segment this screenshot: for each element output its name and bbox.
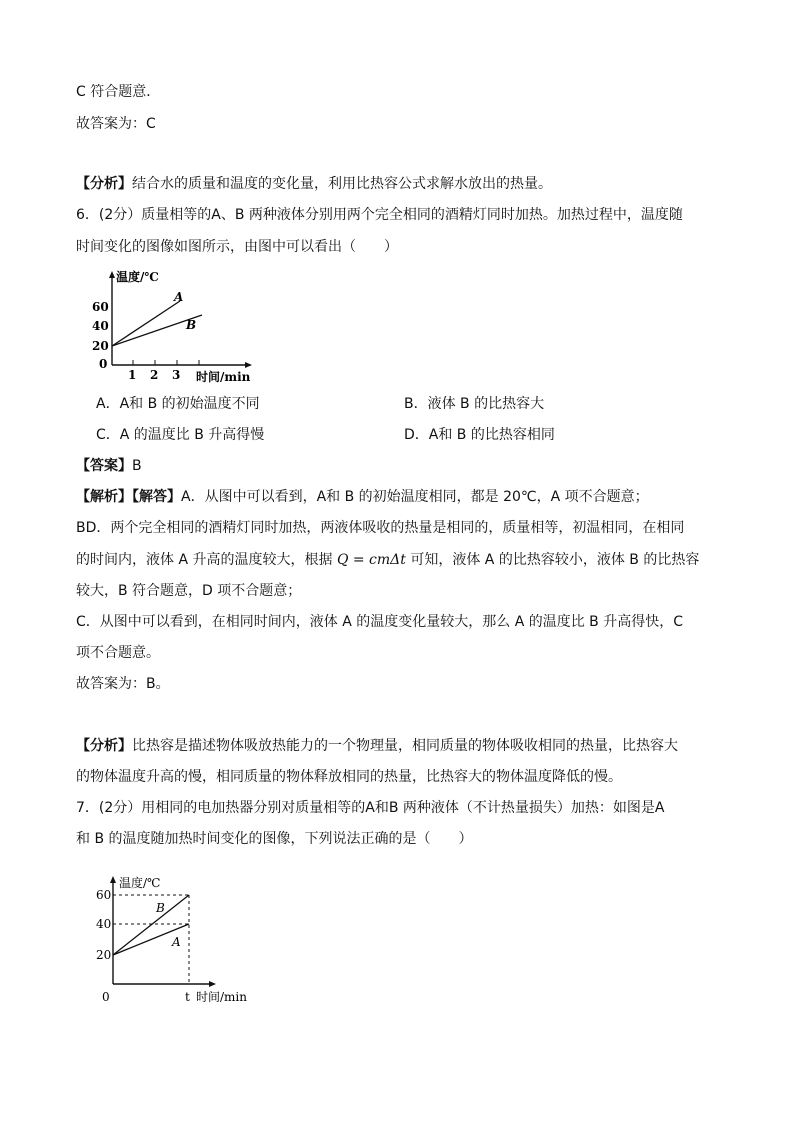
question-7-stem: 和 B 的温度随加热时间变化的图像，下列说法正确的是（ ） bbox=[76, 831, 473, 847]
conclusion-line: 故答案为：B。 bbox=[76, 676, 170, 692]
y-tick-label: 60 bbox=[92, 300, 109, 314]
analysis-tag: 【分析】 bbox=[76, 738, 132, 754]
explanation-line: BD．两个完全相同的酒精灯同时加热，两液体吸收的热量是相同的，质量相等，初温相同，在相同 bbox=[76, 520, 685, 536]
analysis-line bbox=[76, 736, 678, 756]
analysis-text: 结合水的质量和温度的变化量，利用比热容公式求解水放出的热量。 bbox=[132, 176, 552, 192]
x-axis-arrow-icon bbox=[245, 362, 252, 368]
analysis-line bbox=[76, 174, 552, 194]
question-6-stem: 时间变化的图像如图所示，由图中可以看出（ ） bbox=[76, 239, 398, 255]
answer-line bbox=[76, 456, 142, 476]
y-axis-label: 温度/℃ bbox=[116, 270, 159, 284]
explanation-text: 的时间内，液体 A 升高的温度较大，根据 bbox=[76, 552, 333, 568]
y-tick-label: 60 bbox=[96, 888, 112, 902]
x-axis-label: 时间/min bbox=[196, 370, 251, 384]
explanation-line: 较大，B 符合题意，D 项不合题意； bbox=[76, 583, 302, 599]
y-tick-label: 40 bbox=[92, 319, 109, 333]
explanation-line bbox=[76, 487, 649, 507]
y-axis-label: 温度/℃ bbox=[119, 876, 161, 890]
question-6-stem: 6．(2分）质量相等的A、B 两种液体分别用两个完全相同的酒精灯同时加热。加热过程中，温度随 bbox=[76, 207, 683, 223]
x-tick-label: 1 bbox=[128, 368, 137, 382]
x-axis-label: 时间/min bbox=[196, 990, 247, 1004]
option-a: A．A和 B 的初始温度不同 bbox=[96, 396, 260, 412]
x-axis-arrow-icon bbox=[209, 981, 216, 987]
y-tick-label: 20 bbox=[96, 948, 112, 962]
series-label-a: A bbox=[172, 935, 181, 949]
q7-temperature-chart bbox=[90, 868, 270, 1010]
series-label-a: A bbox=[174, 290, 184, 304]
heat-formula: Q = cmΔt bbox=[336, 552, 406, 568]
q6-temperature-chart bbox=[90, 265, 270, 387]
text-line: C 符合题意． bbox=[76, 84, 161, 100]
y-axis-arrow-icon bbox=[109, 271, 115, 278]
explanation-line bbox=[76, 550, 699, 570]
question-7-stem: 7．(2分）用相同的电加热器分别对质量相等的A和B 两种液体（不计热量损失）加热：如图是A bbox=[76, 800, 665, 816]
explanation-text: 可知，液体 A 的比热容较小，液体 B 的比热容 bbox=[410, 552, 700, 568]
analysis-tag: 【分析】 bbox=[76, 176, 132, 192]
y-tick-label: 0 bbox=[99, 357, 108, 371]
option-d: D．A和 B 的比热容相同 bbox=[404, 427, 555, 443]
option-b: B．液体 B 的比热容大 bbox=[404, 396, 545, 412]
series-label-b: B bbox=[186, 318, 197, 332]
x-tick-label: 2 bbox=[150, 368, 159, 382]
explanation-tag: 【解析】【解答】 bbox=[76, 489, 181, 505]
y-tick-label: 20 bbox=[92, 339, 109, 353]
y-tick-label: 40 bbox=[96, 917, 112, 931]
answer-tag: 【答案】 bbox=[76, 458, 132, 474]
y-axis-arrow-icon bbox=[110, 876, 116, 883]
explanation-line: C．从图中可以看到，在相同时间内，液体 A 的温度变化量较大，那么 A 的温度比 B 升高得快，C bbox=[76, 614, 684, 630]
origin-label: 0 bbox=[102, 990, 110, 1004]
x-tick-label: 3 bbox=[172, 368, 181, 382]
option-c: C．A 的温度比 B 升高得慢 bbox=[96, 427, 265, 443]
explanation-line: 项不合题意。 bbox=[76, 645, 160, 661]
analysis-line: 的物体温度升高的慢，相同质量的物体释放相同的热量，比热容大的物体温度降低的慢。 bbox=[76, 769, 622, 785]
answer-value: B bbox=[132, 458, 142, 474]
series-line-a bbox=[112, 301, 180, 346]
text-line: 故答案为：C bbox=[76, 116, 156, 132]
explanation-text: A．从图中可以看到，A和 B 的初始温度相同，都是 20℃，A 项不合题意； bbox=[181, 489, 649, 505]
analysis-text: 比热容是描述物体吸放热能力的一个物理量，相同质量的物体吸收相同的热量，比热容大 bbox=[132, 738, 678, 754]
series-label-b: B bbox=[156, 901, 165, 915]
x-tick-label: t bbox=[185, 990, 190, 1004]
